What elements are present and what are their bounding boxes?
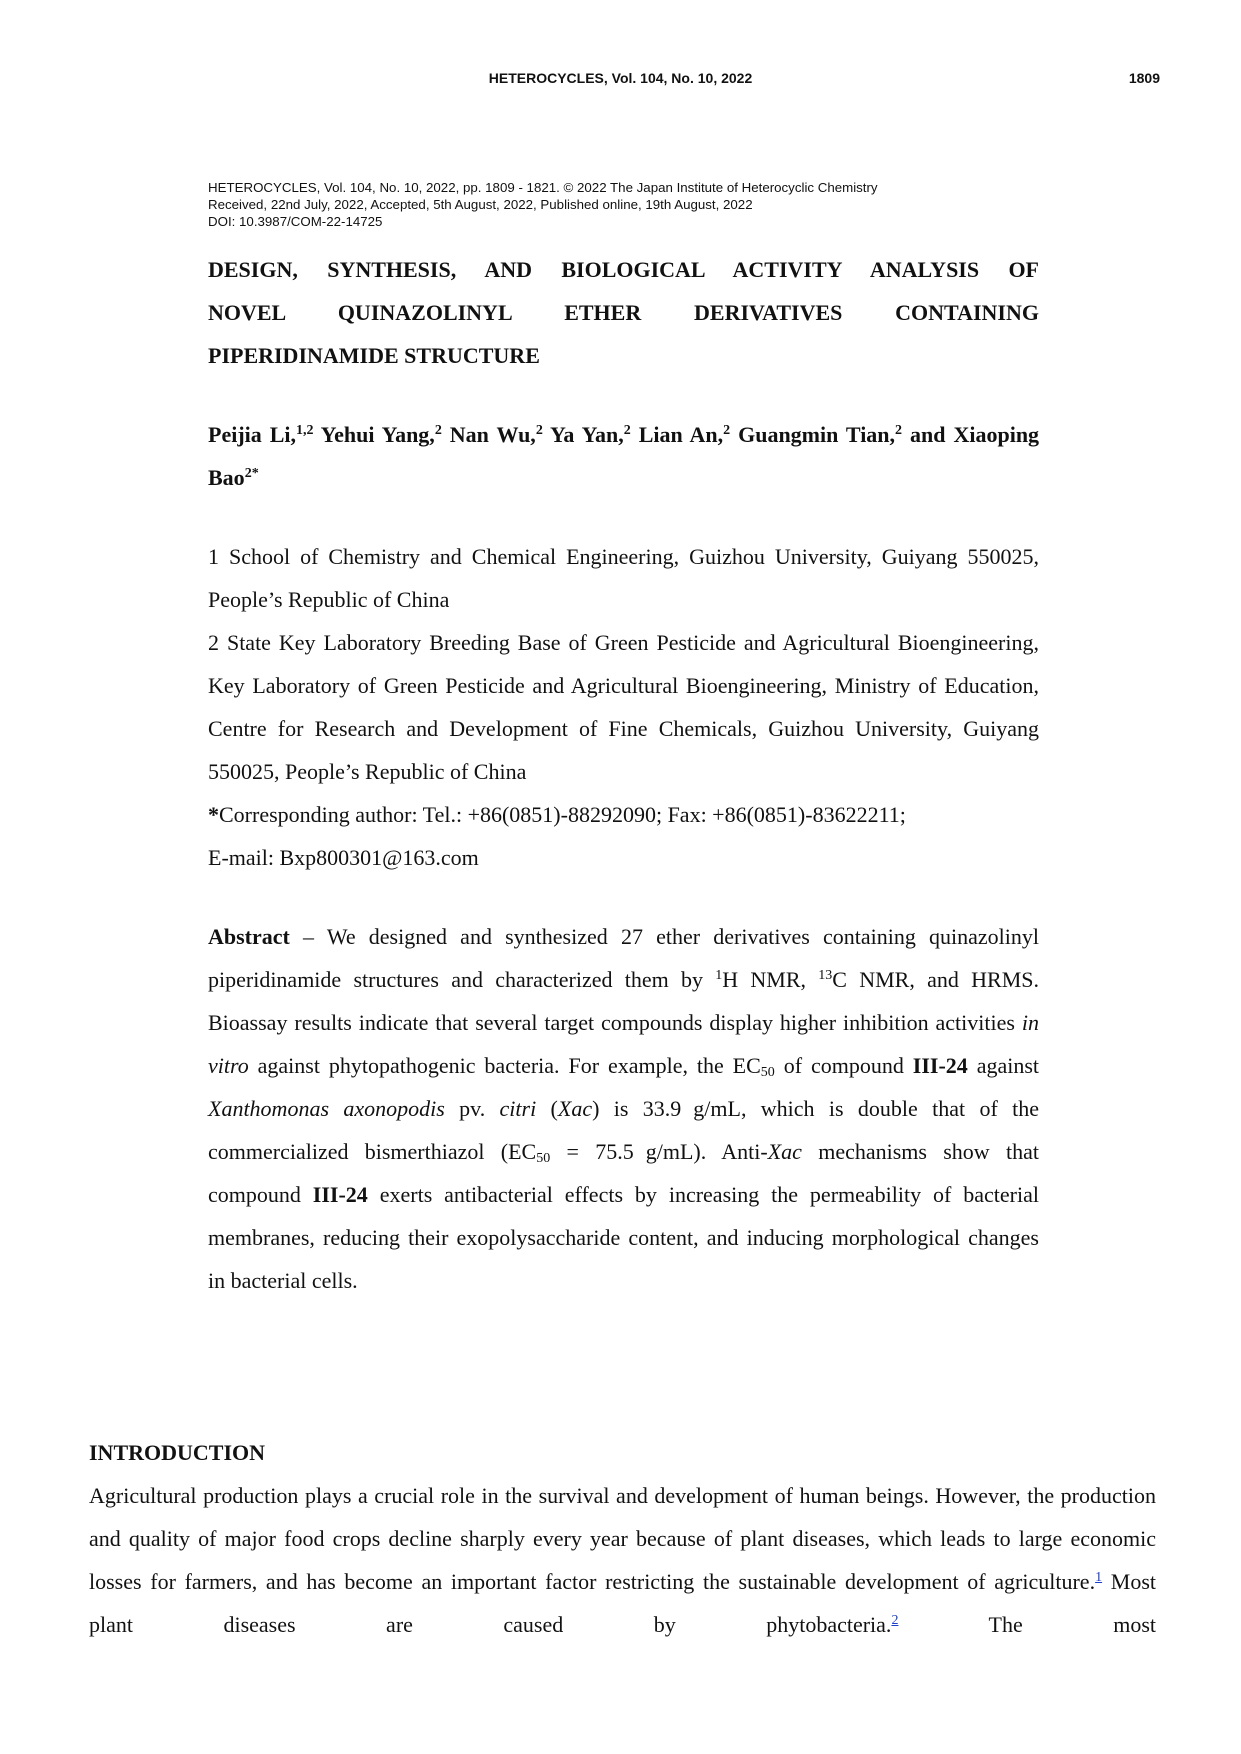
abstract-text: against phytopathogenic bacteria. For example, the EC — [248, 1053, 761, 1078]
title-line: NOVEL QUINAZOLINYL ETHER DERIVATIVES CONTAINING — [208, 300, 1039, 325]
reference-link-1[interactable]: 1 — [1095, 1570, 1103, 1585]
abstract-text: g/mL, which is double that of the commercialized bismerthiazol (EC — [208, 1096, 1039, 1164]
abstract-text: g/mL). Anti- — [645, 1139, 768, 1164]
abstract-text: mechanisms show that compound — [208, 1139, 1039, 1207]
abstract-text: – We designed and synthesized 27 ether derivatives containing quinazolinyl piperidinamide structures and characterized them by — [208, 924, 1039, 992]
abstract-text: exerts antibacterial effects by increasing the permeability of bacterial membranes, reducing their exopolysaccharide content, and inducing morphological changes in bacterial cells. — [208, 1182, 1039, 1293]
author-conjunction: and — [910, 422, 946, 447]
intro-text: The most — [898, 1612, 1156, 1637]
ec-subscript: 50 — [760, 1065, 775, 1080]
author-affiliation-mark: 2 — [723, 423, 731, 438]
author-affiliation-mark: 2 — [623, 423, 631, 438]
corresponding-details: Corresponding author: Tel.: +86(0851)-88292090; Fax: +86(0851)-83622211; — [219, 802, 906, 827]
author-name: Peijia Li, — [208, 422, 297, 447]
corresponding-star: * — [208, 802, 219, 827]
title-line: PIPERIDINAMIDE STRUCTURE — [208, 343, 540, 368]
abstract — [208, 915, 1039, 1302]
running-header — [0, 70, 1241, 90]
author-name: Yehui Yang, — [320, 422, 435, 447]
pathovar-name: citri — [499, 1096, 537, 1121]
abstract-text: ) is 33.9 — [592, 1096, 682, 1121]
species-name: Xanthomonas axonopodis — [208, 1096, 445, 1121]
front-matter — [208, 248, 1039, 1302]
author-name: Guangmin Tian, — [738, 422, 896, 447]
doi-line: DOI: 10.3987/COM-22-14725 — [208, 214, 383, 229]
author-name: Ya Yan, — [549, 422, 624, 447]
author-name: Lian An, — [638, 422, 724, 447]
intro-text: Most plant diseases are caused by phytobacteria. — [89, 1569, 1156, 1637]
introduction-heading: INTRODUCTION — [89, 1440, 266, 1465]
author-name: Nan Wu, — [449, 422, 536, 447]
compound-label: III-24 — [912, 1053, 968, 1078]
author-affiliation-mark: 1,2 — [296, 423, 314, 438]
abstract-text: ( — [536, 1096, 558, 1121]
ec-subscript: 50 — [536, 1151, 551, 1166]
title-line: DESIGN, SYNTHESIS, AND BIOLOGICAL ACTIVITY ANALYSIS OF — [208, 257, 1039, 282]
introduction-paragraph — [89, 1474, 1156, 1646]
abstract-label: Abstract — [208, 924, 290, 949]
reference-link-2[interactable]: 2 — [891, 1613, 899, 1628]
abstract-text: H NMR, — [722, 967, 819, 992]
citation-line: HETEROCYCLES, Vol. 104, No. 10, 2022, pp. 1809 - 1821. © 2022 The Japan Institute of Heterocyclic Chemistry — [208, 180, 878, 195]
affiliations — [208, 535, 1039, 879]
abstract-text: C NMR, and HRMS. Bioassay results indicate that several target compounds display higher inhibition activities — [208, 967, 1039, 1035]
corresponding-author — [208, 793, 1039, 836]
article-title — [208, 248, 1039, 377]
author-affiliation-mark: 2 — [895, 423, 903, 438]
compound-label: III-24 — [312, 1182, 368, 1207]
xac-abbrev: Xac — [767, 1139, 802, 1164]
intro-text: Agricultural production plays a crucial role in the survival and development of human beings. However, the production and quality of major food crops decline sharply every year because of plant diseases, which leads to large economic losses for farmers, and has become an important factor restricting the sustainable development of agriculture. — [89, 1483, 1156, 1594]
isotope-superscript: 1 — [715, 968, 723, 983]
xac-abbrev: Xac — [557, 1096, 593, 1121]
abstract-text: of compound — [774, 1053, 913, 1078]
author-affiliation-mark: 2 — [434, 423, 442, 438]
affiliation-1: 1 School of Chemistry and Chemical Engineering, Guizhou University, Guiyang 550025, People’s Republic of China — [208, 544, 1039, 612]
author-affiliation-mark: 2 — [535, 423, 543, 438]
isotope-superscript: 13 — [818, 968, 833, 983]
author-list — [208, 413, 1039, 499]
received-dates-line: Received, 22nd July, 2022, Accepted, 5th August, 2022, Published online, 19th August, 2022 — [208, 197, 753, 212]
author-name: Xiaoping Bao — [208, 422, 1040, 490]
affiliation-2: 2 State Key Laboratory Breeding Base of Green Pesticide and Agricultural Bioengineering, Key Laboratory of Green Pesticide and Agricultural Bioengineering, Ministry of Education, Centre for Research and Development of Fine Chemicals, Guizhou University, Guiyang 550025, People’s Republic of China — [208, 630, 1039, 784]
citation-block — [208, 179, 1048, 230]
corresponding-email: E-mail: Bxp800301@163.com — [208, 845, 479, 870]
page-number: 1809 — [1128, 70, 1160, 86]
abstract-text: pv. — [444, 1096, 500, 1121]
author-affiliation-mark: 2* — [244, 466, 259, 481]
abstract-text: = 75.5 — [550, 1139, 634, 1164]
abstract-italic: in vitro — [208, 1010, 1039, 1078]
introduction-section — [89, 1431, 1156, 1646]
abstract-text: against — [967, 1053, 1040, 1078]
running-title: HETEROCYCLES, Vol. 104, No. 10, 2022 — [488, 70, 753, 86]
